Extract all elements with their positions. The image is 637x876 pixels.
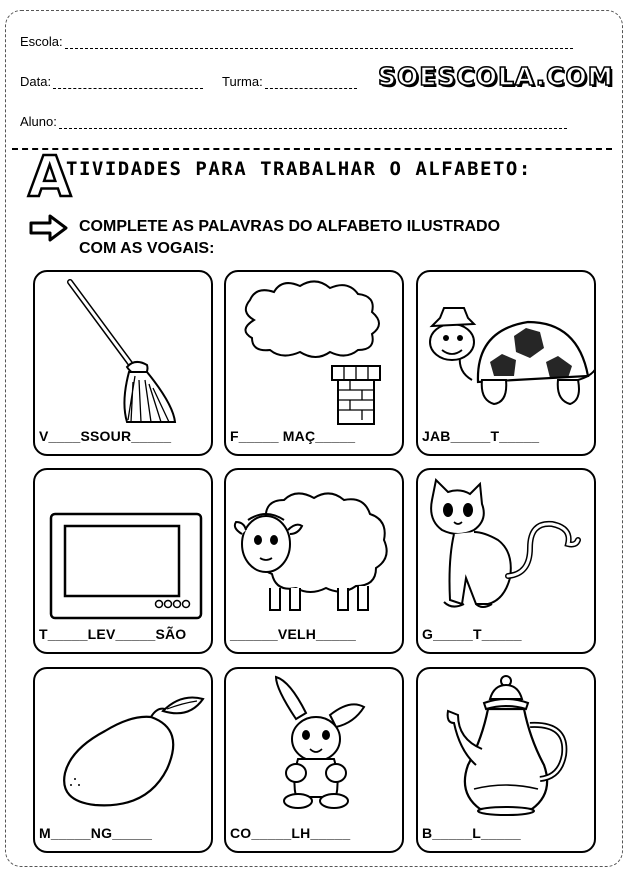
- card-teapot: [416, 667, 596, 853]
- card-broom: [33, 270, 213, 456]
- word-turtle: JAB_____T_____: [422, 428, 540, 444]
- turtle-icon: [418, 272, 594, 432]
- student-field[interactable]: [20, 114, 567, 129]
- word-rabbit: CO_____LH_____: [230, 825, 351, 841]
- television-icon: [35, 470, 211, 630]
- card-cat: [416, 468, 596, 654]
- rabbit-icon: [226, 669, 402, 829]
- word-broom: V____SSOUR_____: [39, 428, 172, 444]
- school-line[interactable]: [65, 36, 573, 49]
- card-rabbit: [224, 667, 404, 853]
- word-mango: M_____NG_____: [39, 825, 153, 841]
- card-television: [33, 468, 213, 654]
- class-label: Turma:: [222, 74, 263, 89]
- student-line[interactable]: [59, 116, 567, 129]
- smoke-chimney-icon: [226, 272, 402, 432]
- mango-icon: [35, 669, 211, 829]
- date-label: Data:: [20, 74, 52, 89]
- card-turtle: [416, 270, 596, 456]
- card-smoke: [224, 270, 404, 456]
- broom-icon: [35, 272, 211, 432]
- instruction-text: [79, 216, 500, 260]
- instruction-line-2: COM AS VOGAIS:: [79, 240, 215, 257]
- page-title: TIVIDADES PARA TRABALHAR O ALFABETO:: [66, 158, 532, 180]
- word-sheep: ______VELH_____: [230, 626, 356, 642]
- date-line[interactable]: [53, 76, 203, 89]
- school-label: Escola:: [20, 34, 63, 49]
- site-logo: SOESCOLA.COM: [378, 62, 614, 91]
- sheep-icon: [226, 470, 402, 630]
- date-field[interactable]: [20, 74, 203, 89]
- school-field[interactable]: [20, 34, 573, 49]
- teapot-icon: [418, 669, 594, 829]
- word-teapot: B_____L_____: [422, 825, 521, 841]
- class-field[interactable]: [222, 74, 357, 89]
- class-line[interactable]: [265, 76, 357, 89]
- word-television: T_____LEV_____SÃO: [39, 626, 187, 642]
- instruction-line-1: COMPLETE AS PALAVRAS DO ALFABETO ILUSTRADO: [79, 218, 501, 235]
- cat-icon: [418, 470, 594, 630]
- word-smoke: F_____ MAÇ_____: [230, 428, 356, 444]
- title-initial: A: [28, 145, 72, 210]
- student-label: Aluno:: [20, 114, 57, 129]
- header-divider: [12, 148, 612, 150]
- card-mango: [33, 667, 213, 853]
- card-sheep: [224, 468, 404, 654]
- word-cat: G_____T_____: [422, 626, 522, 642]
- arrow-right-icon: [28, 213, 70, 243]
